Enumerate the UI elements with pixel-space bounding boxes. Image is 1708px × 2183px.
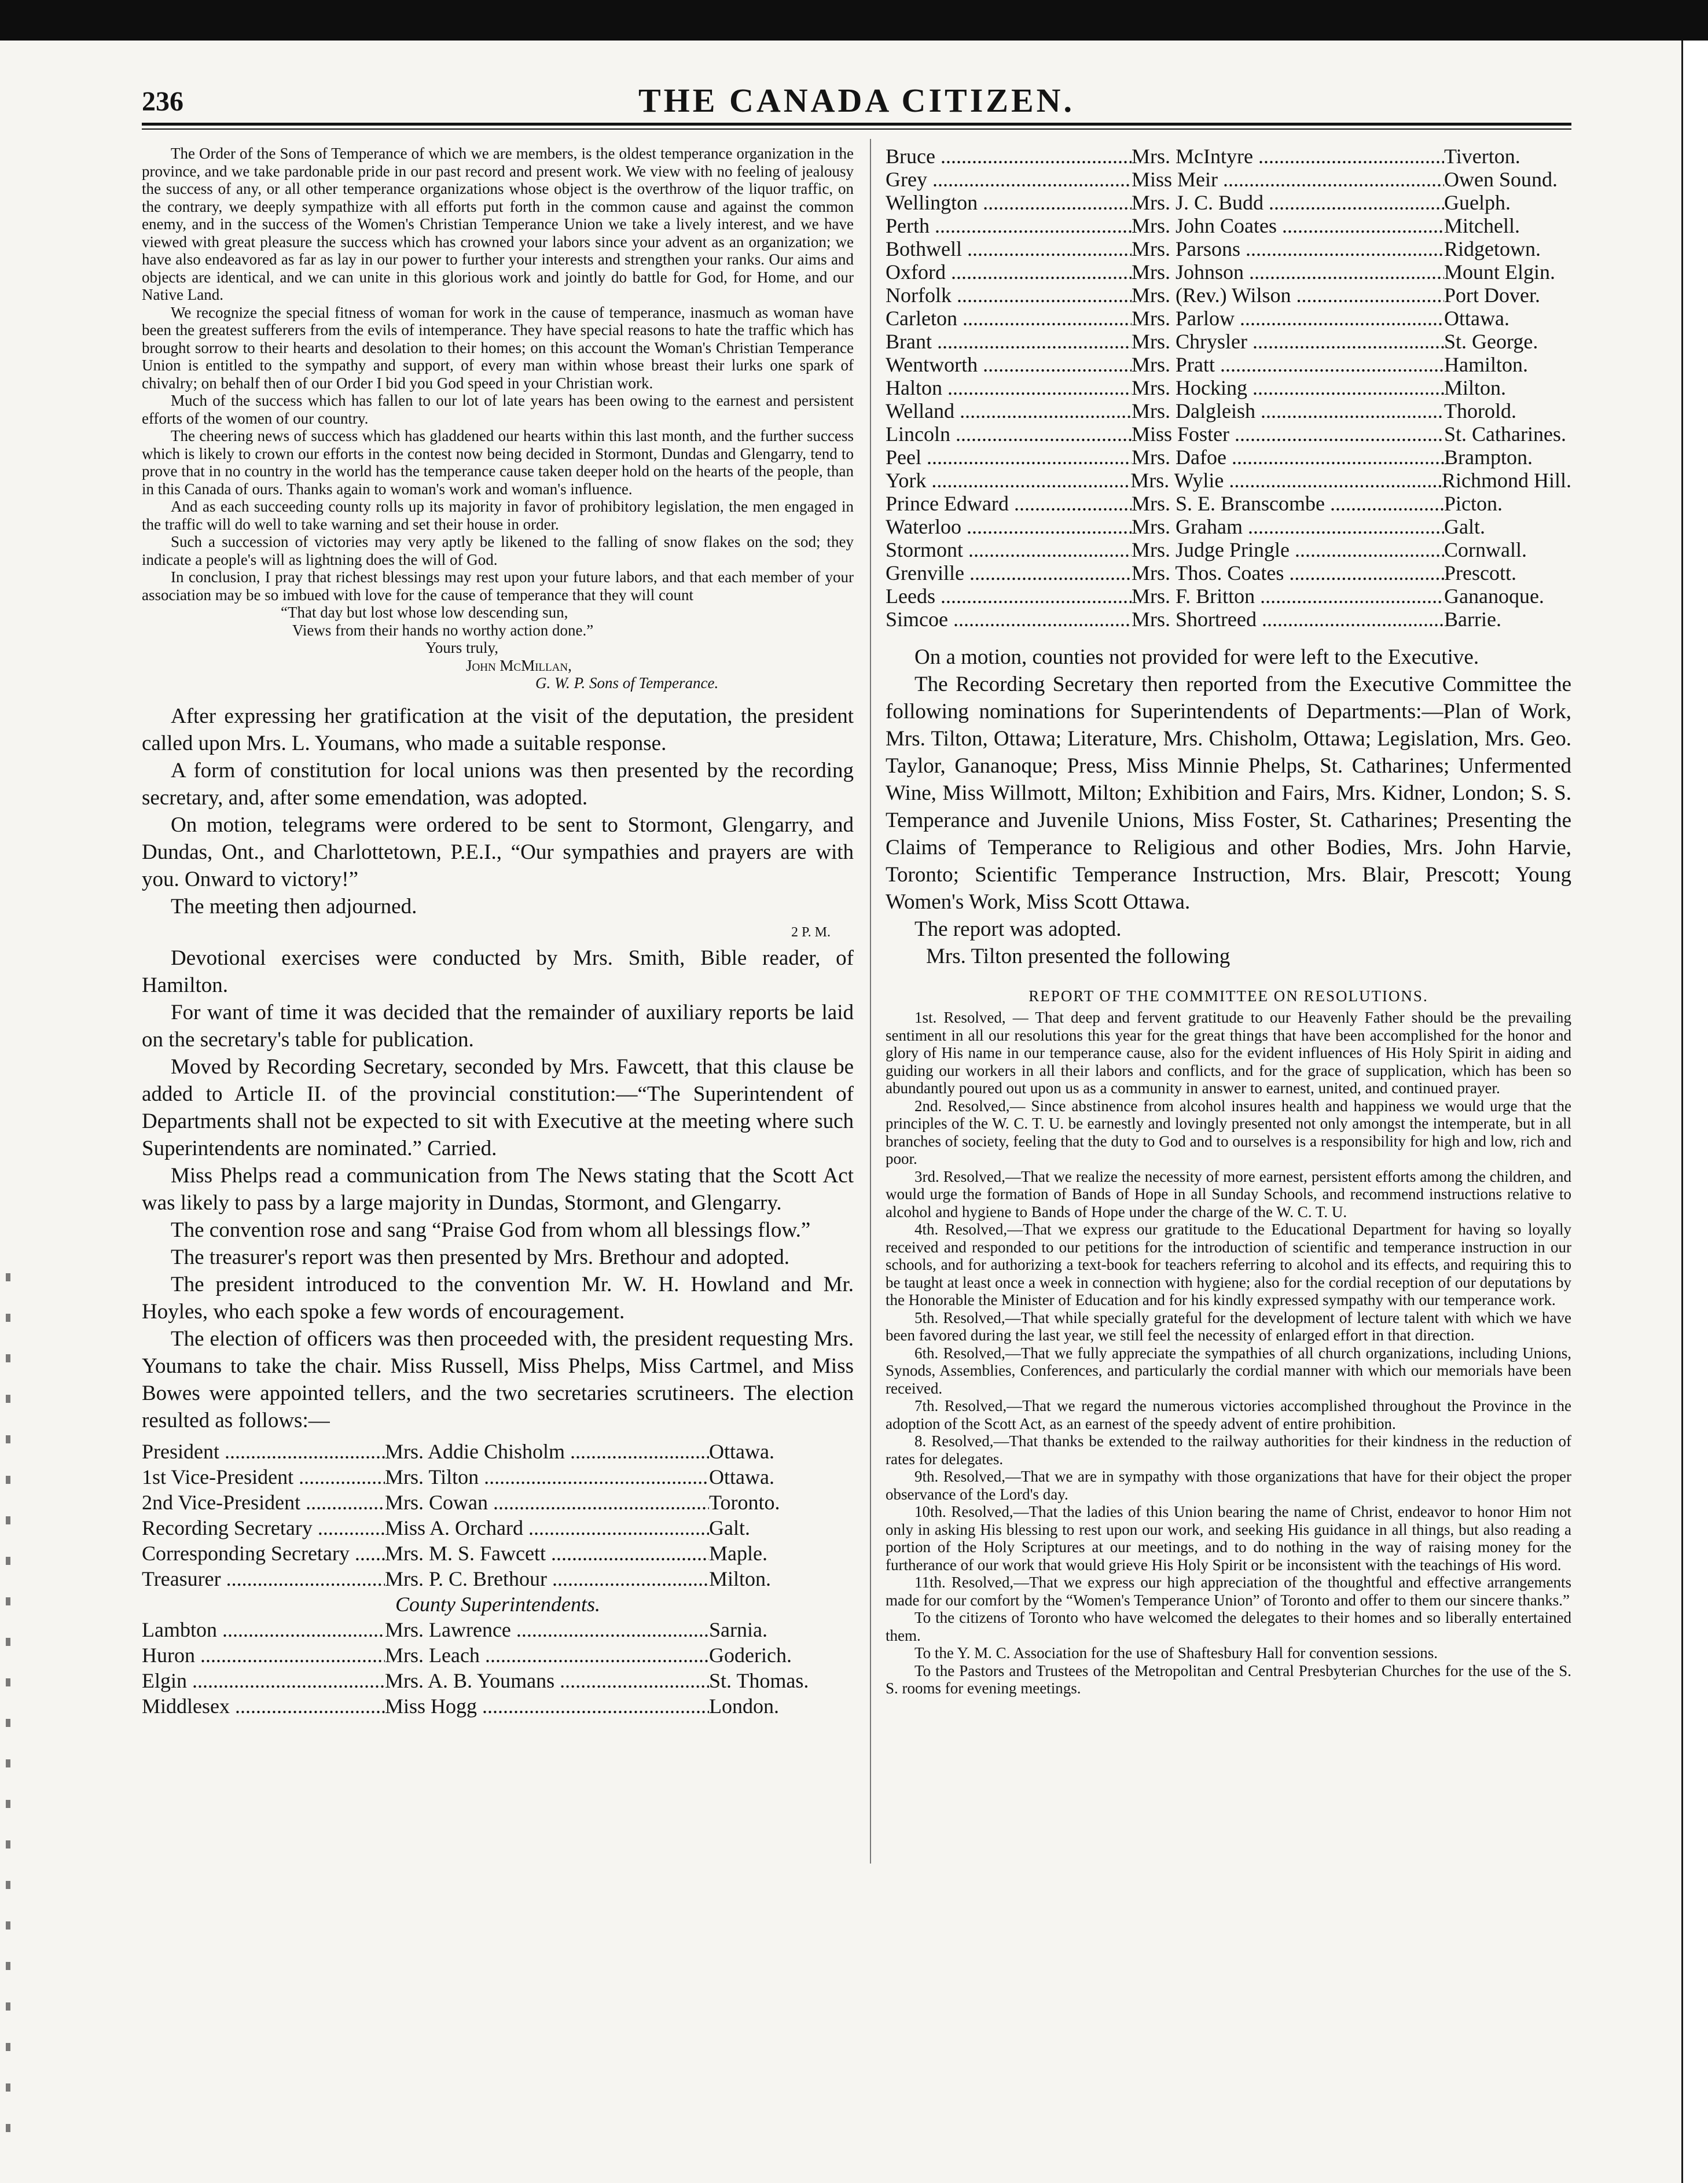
table-row	[886, 446, 1571, 469]
scan-right-edge	[1681, 41, 1708, 2183]
minutes-paragraph: For want of time it was decided that the remainder of auxiliary reports be laid on the secretary's table for publication.	[142, 1001, 854, 1052]
minutes-paragraph: The president introduced to the convention Mr. W. H. Howland and Mr. Hoyles, who each spoke a few words of encouragement.	[142, 1273, 854, 1324]
name-cell: Mrs. Chrysler .....	[1132, 330, 1444, 353]
page-header	[142, 81, 1571, 122]
page-number: 236	[142, 86, 183, 117]
county-cell: Norfolk .....	[886, 284, 1132, 307]
county-cell: Bothwell .....	[886, 237, 1132, 260]
left-column	[142, 145, 854, 1719]
scan-top-border	[0, 0, 1708, 41]
county-cell: Oxford .....	[886, 260, 1132, 284]
resolutions-list	[886, 1009, 1571, 1697]
place-cell: Richmond Hill.	[1442, 469, 1571, 492]
place-cell: London.	[709, 1695, 779, 1718]
table-row	[142, 1490, 854, 1515]
place-cell: St. Thomas.	[709, 1669, 809, 1692]
county-cell: Lincoln .....	[886, 422, 1132, 446]
place-cell: Milton.	[709, 1567, 772, 1590]
place-cell: Maple.	[709, 1542, 767, 1565]
minutes-paragraph: The Recording Secretary then reported from the Executive Committee the following nominations for Superintendents of Departments:—Plan of Work, Mrs. Tilton, Ottawa; Literature, Mrs. Chisholm, Ottawa; Legislation, Mrs. Geo. Taylor, Gananoque; Press, Miss Minnie Phelps, St. Catharines; Unfermented Wine, Miss Willmott, Milton; Exhibition and Fairs, Mrs. Kidner, London; S. S. Temperance and Juvenile Unions, Miss Foster, St. Catharines; Presenting the Claims of Temperance to Religious and other Bodies, Mrs. John Harvie, Toronto; Scientific Temperance Instruction, Mrs. Blair, Prescott; Young Women's Work, Miss Scott Ottawa.	[886, 672, 1571, 914]
office-cell: Treasurer .....	[142, 1566, 385, 1592]
right-column	[886, 145, 1571, 1697]
place-cell: Goderich.	[709, 1644, 792, 1667]
letter-paragraph: In conclusion, I pray that richest blessings may rest upon your future labors, and that each member of your association may be so imbued with love for the cause of temperance that they will count	[142, 568, 854, 604]
place-cell: Brampton.	[1444, 446, 1533, 469]
name-cell: Mrs. Addie Chisholm .....	[385, 1439, 709, 1464]
place-cell: Hamilton.	[1444, 353, 1528, 376]
table-row	[886, 284, 1571, 307]
resolution-item: 1st. Resolved, — That deep and fervent gratitude to our Heavenly Father should be the prevailing sentiment in all our resolutions this year for the great things that have been accomplished for the honor and glory of His name in our temperance cause, also for the evident influences of His Holy Spirit in aiding and guiding our workers in all their labors and conflicts, and for the grace of supplication, which has been so abundantly poured out upon us as a community in answer to earnest, united, and continued prayer.	[886, 1009, 1571, 1097]
signoff-title: G. W. P. Sons of Temperance.	[535, 674, 719, 692]
resolution-item: 3rd. Resolved,—That we realize the necessity of more earnest, persistent efforts among the children, and would urge the formation of Bands of Hope in all Sunday Schools, and recommend instructions relative to alcohol and hygiene to Bands of Hope under the charge of the W. C. T. U.	[886, 1167, 1571, 1221]
minutes-paragraph: The treasurer's report was then presented by Mrs. Brethour and adopted.	[171, 1245, 790, 1269]
table-row	[886, 237, 1571, 260]
resolutions-heading: REPORT OF THE COMMITTEE ON RESOLUTIONS.	[1029, 987, 1428, 1005]
signoff-name: John McMillan,	[466, 656, 572, 674]
table-row	[142, 1464, 854, 1490]
county-cell: Bruce .....	[886, 145, 1132, 168]
county-cell: Grey .....	[886, 168, 1132, 191]
minutes-afternoon	[886, 644, 1571, 970]
table-row	[886, 330, 1571, 353]
name-cell: Mrs. Wylie .....	[1130, 469, 1442, 492]
place-cell: Galt.	[709, 1516, 750, 1539]
name-cell: Mrs. Leach .....	[385, 1642, 709, 1668]
place-cell: Port Dover.	[1444, 284, 1540, 307]
name-cell: Mrs. Dafoe .....	[1132, 446, 1444, 469]
name-cell: Mrs. Lawrence .....	[385, 1617, 709, 1642]
county-cell: Perth .....	[886, 214, 1132, 237]
resolution-item: 6th. Resolved,—That we fully appreciate the sympathies of all church organizations, including Unions, Synods, Assemblies, Conferences, and particularly the cordial manner with which our memorials have been received.	[886, 1344, 1571, 1397]
county-cell: Simcoe .....	[886, 608, 1132, 631]
place-cell: Guelph.	[1444, 191, 1511, 214]
table-row	[142, 1439, 854, 1464]
resolution-item: 7th. Resolved,—That we regard the numerous victories accomplished throughout the Province in the adoption of the Scott Act, as an earnest of the speedy advent of entire prohibition.	[886, 1397, 1571, 1432]
resolution-item: 2nd. Resolved,— Since abstinence from alcohol insures health and happiness we would urge that the principles of the W. C. T. U. be earnestly and lovingly presented not only amongst the intemperate, but in all branches of society, feeling that the duty to God and to ourselves is a responsibility for high and low, rich and poor.	[886, 1097, 1571, 1167]
place-cell: Barrie.	[1444, 608, 1501, 631]
name-cell: Mrs. Graham .....	[1132, 515, 1444, 538]
place-cell: Owen Sound.	[1444, 168, 1558, 191]
place-cell: Milton.	[1444, 376, 1507, 399]
minutes-paragraph: The meeting then adjourned.	[171, 894, 417, 918]
name-cell: Mrs. S. E. Branscombe .....	[1132, 492, 1444, 515]
office-cell: 1st Vice-President .....	[142, 1464, 385, 1490]
resolution-item: To the citizens of Toronto who have welcomed the delegates to their homes and so liberally entertained them.	[886, 1609, 1571, 1644]
place-cell: Thorold.	[1444, 399, 1516, 422]
county-cell: Leeds .....	[886, 585, 1132, 608]
name-cell: Mrs. P. C. Brethour .....	[385, 1566, 709, 1592]
table-row	[886, 191, 1571, 214]
table-row	[886, 353, 1571, 376]
masthead-title: THE CANADA CITIZEN.	[638, 82, 1075, 119]
name-cell: Mrs. Johnson .....	[1132, 260, 1444, 284]
county-heading: County Superintendents.	[395, 1593, 600, 1616]
letter-paragraph: Much of the success which has fallen to our lot of late years has been owing to the earnest and persistent efforts of the women of our country.	[142, 392, 854, 427]
place-cell: Cornwall.	[1444, 538, 1527, 561]
county-superintendents-table	[886, 145, 1571, 631]
place-cell: Mitchell.	[1444, 214, 1520, 237]
name-cell: Mrs. John Coates .....	[1132, 214, 1444, 237]
table-row	[886, 469, 1571, 492]
county-cell: Wentworth .....	[886, 353, 1132, 376]
column-divider	[870, 139, 871, 1864]
table-row	[886, 538, 1571, 561]
table-row	[886, 307, 1571, 330]
county-cell: Welland .....	[886, 399, 1132, 422]
name-cell: Mrs. Hocking .....	[1132, 376, 1444, 399]
minutes-paragraph: After expressing her gratification at the visit of the deputation, the president called upon Mrs. L. Youmans, who made a suitable response.	[142, 704, 854, 755]
verse-line: Views from their hands no worthy action done.”	[292, 621, 594, 639]
place-cell: Gananoque.	[1444, 585, 1544, 608]
table-row	[886, 608, 1571, 631]
office-cell: President .....	[142, 1439, 385, 1464]
letter-paragraph: And as each succeeding county rolls up its majority in favor of prohibitory legislation, the men engaged in the traffic will do well to take warning and set their house in order.	[142, 498, 854, 533]
place-cell: Tiverton.	[1444, 145, 1520, 168]
place-cell: Ottawa.	[1444, 307, 1509, 330]
verse-line: “That day but lost whose low descending sun,	[281, 604, 568, 621]
county-cell: Middlesex .....	[142, 1693, 385, 1719]
place-cell: Mount Elgin.	[1444, 260, 1556, 284]
minutes-paragraph: Moved by Recording Secretary, seconded by Mrs. Fawcett, that this clause be added to Article II. of the provincial constitution:—“The Superintendent of Departments shall not be expected to sit with Executive at the meeting where such Superintendents are nominated.” Carried.	[142, 1055, 854, 1160]
county-cell: Prince Edward .....	[886, 492, 1132, 515]
header-rule	[142, 123, 1571, 126]
name-cell: Miss Meir .....	[1132, 168, 1444, 191]
county-cell: Halton .....	[886, 376, 1132, 399]
county-cell: Peel .....	[886, 446, 1132, 469]
table-row	[886, 422, 1571, 446]
header-rule-thin	[142, 128, 1571, 130]
office-cell: Recording Secretary .....	[142, 1515, 385, 1541]
name-cell: Mrs. Parlow .....	[1132, 307, 1444, 330]
place-cell: Ottawa.	[709, 1440, 774, 1463]
time-mark: 2 P. M.	[791, 924, 831, 940]
table-row	[886, 214, 1571, 237]
name-cell: Mrs. M. S. Fawcett .....	[385, 1541, 709, 1566]
table-row	[142, 1642, 854, 1668]
table-row	[886, 168, 1571, 191]
name-cell: Mrs. A. B. Youmans .....	[385, 1668, 709, 1693]
place-cell: Toronto.	[709, 1491, 780, 1514]
name-cell: Mrs. J. C. Budd .....	[1132, 191, 1444, 214]
county-cell: Waterloo .....	[886, 515, 1132, 538]
table-row	[886, 399, 1571, 422]
name-cell: Mrs. Thos. Coates .....	[1132, 561, 1444, 585]
table-row	[886, 585, 1571, 608]
letter-paragraph: We recognize the special fitness of woman for work in the cause of temperance, inasmuch as woman have been the greatest sufferers from the evils of intemperance. They have special reasons to hate the traffic which has brought sorrow to their hearts and desolation to their homes; on this account the Woman's Christian Temperance Union is entitled to the sympathy and support, of every man within whose breast their lurks one spark of chivalry; on behalf then of our Order I bid you God speed in your Christian work.	[142, 303, 854, 392]
place-cell: Sarnia.	[709, 1618, 767, 1641]
scan-left-margin-marks	[6, 1273, 10, 2141]
signoff-closing: Yours truly,	[425, 639, 499, 656]
officers-table	[142, 1439, 854, 1719]
place-cell: Ridgetown.	[1444, 237, 1541, 260]
table-row	[886, 561, 1571, 585]
county-cell: Grenville .....	[886, 561, 1132, 585]
letter-paragraph: The Order of the Sons of Temperance of which we are members, is the oldest temperance organization in the province, and we take pardonable pride in our past record and present work. We view with no feeling of jealousy the success of any, or all other temperance organizations whose object is the overthrow of the liquor traffic, on the contrary, we deeply sympathize with all efforts put forth in the common cause and against the common enemy, and in the success of the Women's Christian Temperance Union we take a lively interest, and we have viewed with great pleasure the success which has crowned your labors since your advent as an organization; we have also endeavored as far as lay in our power to further your interests and strengthen your ranks. Our aims and objects are identical, and we can unite in this glorious work and jointly do battle for God, for Home, and our Native Land.	[142, 145, 854, 303]
resolution-item: 9th. Resolved,—That we are in sympathy with those organizations that have for their object the proper observance of the Lord's day.	[886, 1468, 1571, 1503]
county-cell: Huron .....	[142, 1642, 385, 1668]
minutes-paragraph: The election of officers was then proceeded with, the president requesting Mrs. Youmans to take the chair. Miss Russell, Miss Phelps, Miss Cartmel, and Miss Bowes were appointed tellers, and the two secretaries scrutineers. The election resulted as follows:—	[142, 1327, 854, 1432]
name-cell: Mrs. Cowan .....	[385, 1490, 709, 1515]
place-cell: St. Catharines.	[1444, 422, 1566, 446]
county-cell: Elgin .....	[142, 1668, 385, 1693]
table-row	[142, 1617, 854, 1642]
county-cell: Stormont .....	[886, 538, 1132, 561]
county-cell: Wellington .....	[886, 191, 1132, 214]
table-row	[142, 1693, 854, 1719]
name-cell: Mrs. Dalgleish .....	[1132, 399, 1444, 422]
resolution-item: 5th. Resolved,—That while specially grateful for the development of lecture talent with which we have been favored during the last year, we still feel the necessity of enlarged effort in that direction.	[886, 1309, 1571, 1344]
name-cell: Mrs. Tilton .....	[385, 1464, 709, 1490]
resolution-item: 10th. Resolved,—That the ladies of this Union bearing the name of Christ, endeavor to honor Him not only in asking His blessing to rest upon our work, and seeking His guidance in all things, but also reading a portion of the Holy Scriptures at our meetings, and to do nothing in the way of raising money for the furtherance of our work that would grieve His Holy Spirit or be inconsistent with the teachings of His word.	[886, 1503, 1571, 1574]
county-cell: York .....	[886, 469, 1130, 492]
name-cell: Mrs. McIntyre .....	[1132, 145, 1444, 168]
table-row	[886, 515, 1571, 538]
resolution-item: 8. Resolved,—That thanks be extended to the railway authorities for their kindness in the reduction of rates for delegates.	[886, 1432, 1571, 1468]
name-cell: Mrs. Judge Pringle .....	[1132, 538, 1444, 561]
place-cell: Picton.	[1444, 492, 1503, 515]
table-row	[142, 1515, 854, 1541]
letter-paragraph: The cheering news of success which has gladdened our hearts within this last month, and the further success which is likely to crown our efforts in the contest now being decided in Stormont, Dundas and Glengarry, tend to prove that in no country in the world has the temperance cause taken deeper hold on the hearts of the people, than in this Canada of ours. Thanks again to woman's work and woman's influence.	[142, 427, 854, 498]
name-cell: Miss Foster .....	[1132, 422, 1444, 446]
minutes-paragraph: The convention rose and sang “Praise God from whom all blessings flow.”	[171, 1218, 811, 1242]
county-cell: Carleton .....	[886, 307, 1132, 330]
name-cell: Mrs. Shortreed .....	[1132, 608, 1444, 631]
minutes-paragraph: Miss Phelps read a communication from The News stating that the Scott Act was likely to pass by a large majority in Dundas, Stormont, and Glengarry.	[142, 1164, 854, 1215]
resolution-item: To the Pastors and Trustees of the Metropolitan and Central Presbyterian Churches for the use of the S. S. rooms for evening meetings.	[886, 1662, 1571, 1697]
resolution-item: To the Y. M. C. Association for the use of Shaftesbury Hall for convention sessions.	[914, 1644, 1438, 1662]
office-cell: Corresponding Secretary .....	[142, 1541, 385, 1566]
name-cell: Miss Hogg .....	[385, 1693, 709, 1719]
minutes-paragraph: Devotional exercises were conducted by Mrs. Smith, Bible reader, of Hamilton.	[142, 946, 854, 997]
resolution-item: 4th. Resolved,—That we express our gratitude to the Educational Department for having so loyally received and responded to our petitions for the introduction of scientific and temperance instruction in our schools, and for authorizing a text-book for teachers referring to alcohol and its effects, and requiring this to be taught at least once a week in connection with hygiene; also for the cordial reception of our deputations by the Honorable the Minister of Education and for his kindly expressed sympathy with our temperance work.	[886, 1221, 1571, 1309]
resolution-item: 11th. Resolved,—That we express our high appreciation of the thoughtful and effective arrangements made for our comfort by the “Women's Temperance Union” of Toronto and offer to them our sincere thanks.”	[886, 1574, 1571, 1609]
name-cell: Mrs. F. Britton .....	[1132, 585, 1444, 608]
place-cell: Prescott.	[1444, 561, 1516, 585]
table-row	[886, 260, 1571, 284]
table-row	[142, 1566, 854, 1592]
place-cell: St. George.	[1444, 330, 1538, 353]
name-cell: Mrs. (Rev.) Wilson .....	[1132, 284, 1444, 307]
table-row	[886, 376, 1571, 399]
name-cell: Mrs. Parsons .....	[1132, 237, 1444, 260]
minutes-paragraph: A form of constitution for local unions was then presented by the recording secretary, and, after some emendation, was adopted.	[142, 758, 854, 810]
county-cell: Brant .....	[886, 330, 1132, 353]
name-cell: Miss A. Orchard .....	[385, 1515, 709, 1541]
letter-paragraph: Such a succession of victories may very aptly be likened to the falling of snow flakes on the sod; they indicate a people's will as lightning does the will of God.	[142, 533, 854, 568]
letter-text	[142, 145, 854, 692]
table-row	[142, 1541, 854, 1566]
name-cell: Mrs. Pratt .....	[1132, 353, 1444, 376]
minutes-paragraph: Mrs. Tilton presented the following	[926, 945, 1231, 968]
county-cell: Lambton .....	[142, 1617, 385, 1642]
place-cell: Galt.	[1444, 515, 1485, 538]
minutes-paragraph: On a motion, counties not provided for were left to the Executive.	[914, 645, 1479, 669]
table-row	[886, 492, 1571, 515]
minutes-paragraph: On motion, telegrams were ordered to be sent to Stormont, Glengarry, and Dundas, Ont., and Charlottetown, P.E.I., “Our sympathies and prayers are with you. Onward to victory!”	[142, 813, 854, 891]
table-row	[886, 145, 1571, 168]
minutes-paragraph: The report was adopted.	[914, 917, 1122, 941]
office-cell: 2nd Vice-President .....	[142, 1490, 385, 1515]
place-cell: Ottawa.	[709, 1465, 774, 1489]
table-row	[142, 1668, 854, 1693]
minutes-morning	[142, 703, 854, 1435]
